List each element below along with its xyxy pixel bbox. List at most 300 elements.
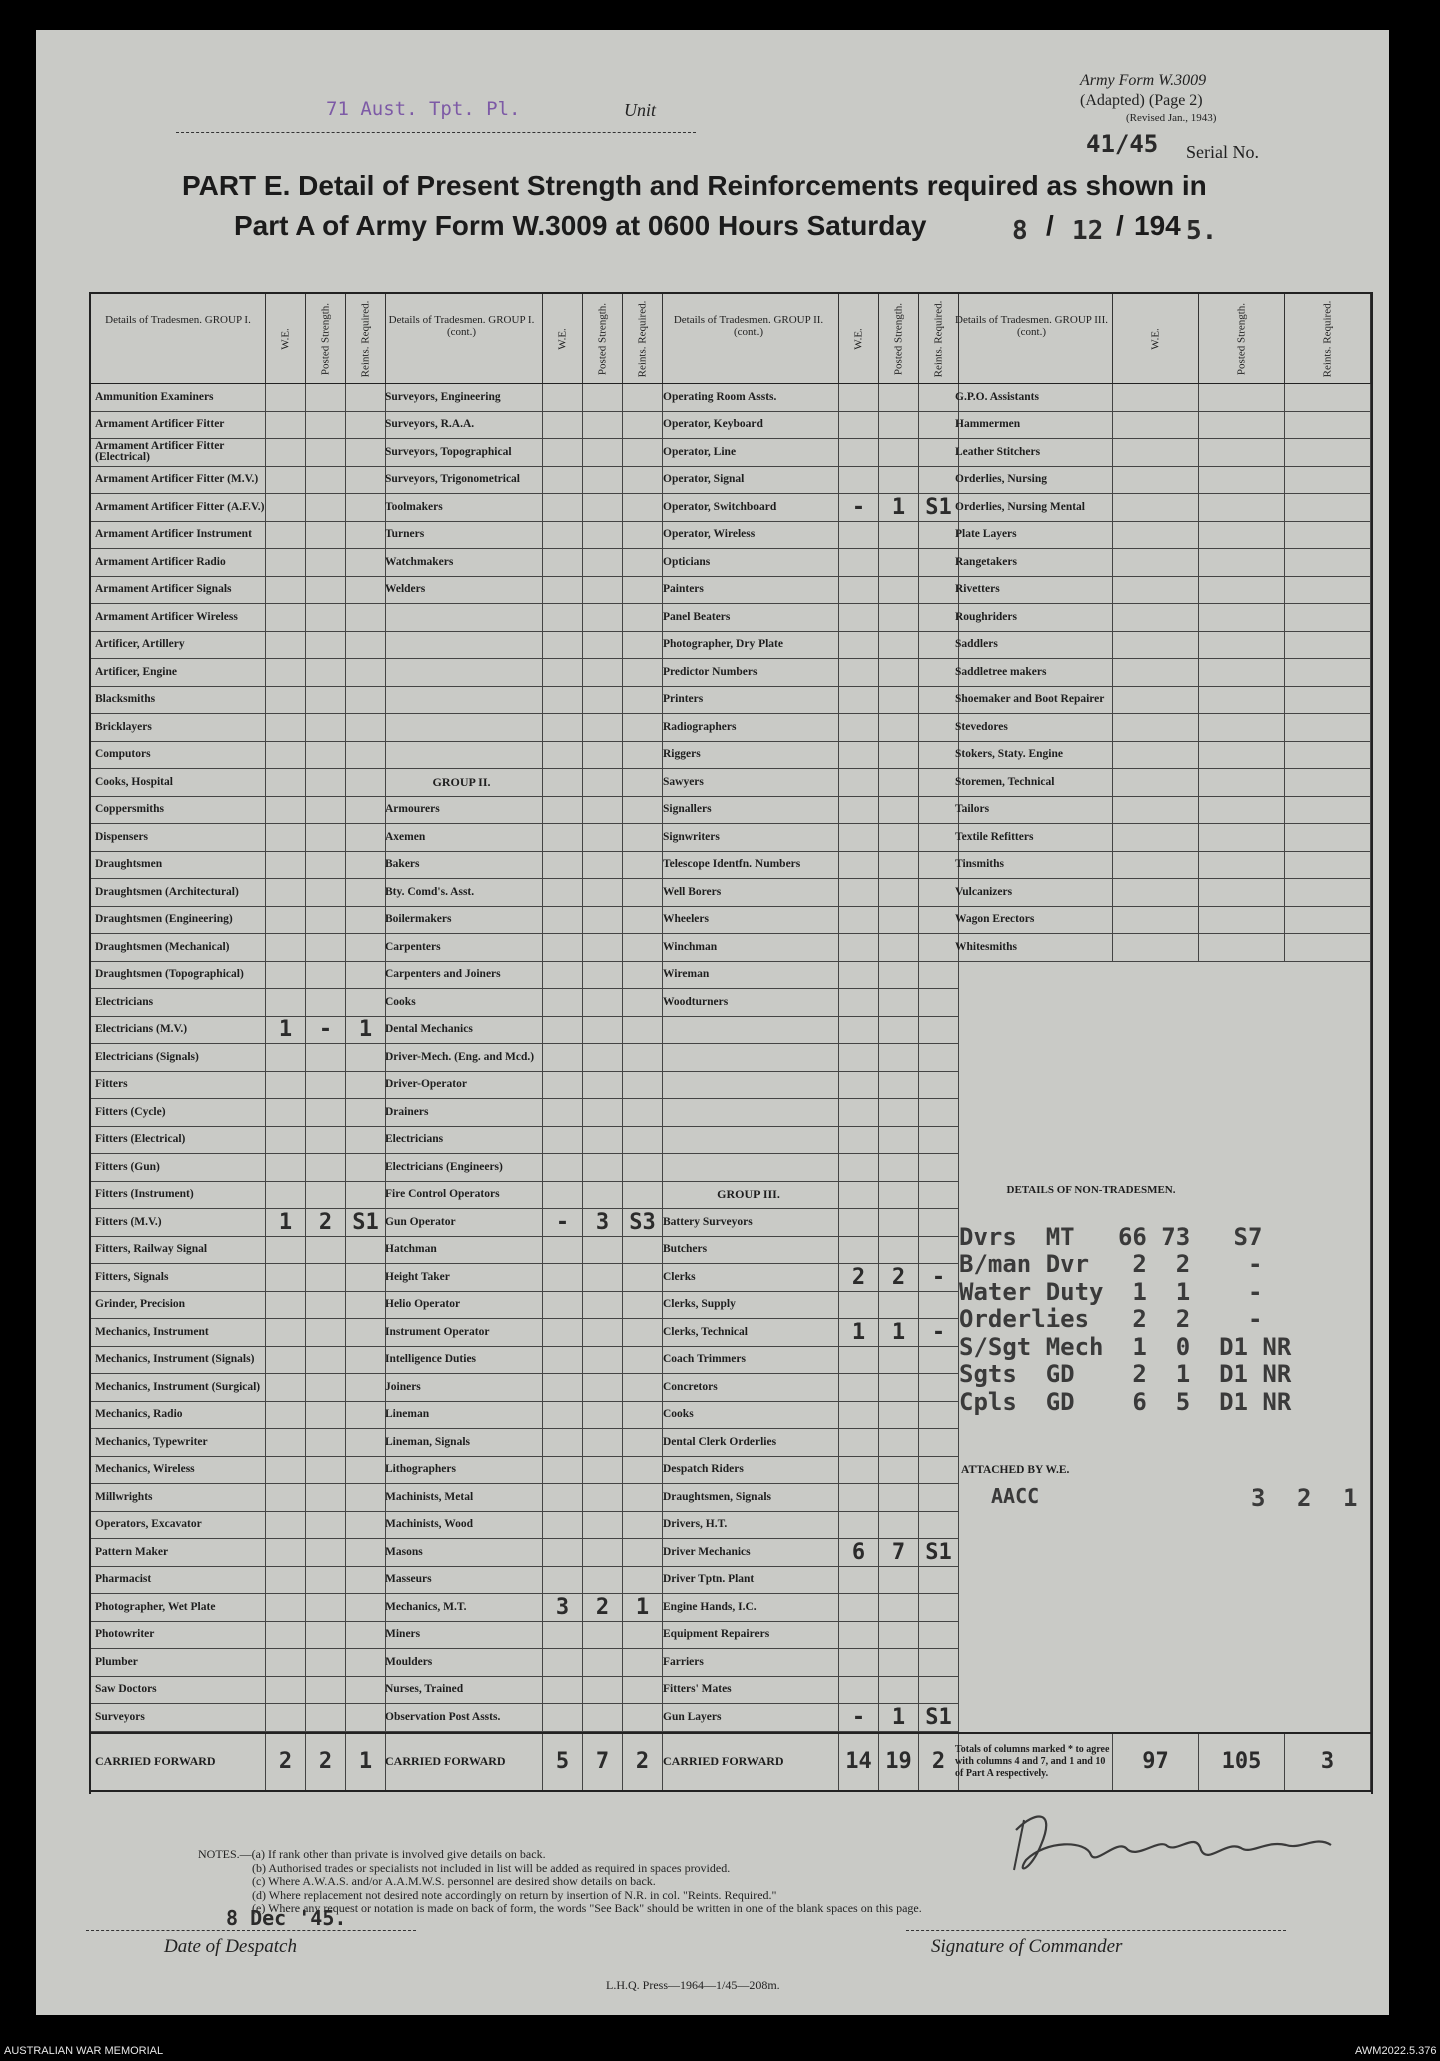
value-we <box>1113 962 1199 990</box>
trade-label: Blacksmiths <box>91 687 266 715</box>
value-posted <box>583 1374 623 1402</box>
trade-label: Leather Stitchers <box>951 439 1113 467</box>
trade-label <box>381 604 543 632</box>
value-we <box>543 1622 583 1650</box>
value-we <box>1113 467 1199 495</box>
value-we <box>543 824 583 852</box>
value-posted: 3 <box>583 1209 623 1237</box>
value-we <box>839 1622 879 1650</box>
value-we <box>1113 604 1199 632</box>
value-reints <box>346 1347 386 1375</box>
value-we <box>1113 1044 1199 1072</box>
note-line-a: NOTES.—(a) If rank other than private is involved give details on back. <box>198 1847 546 1861</box>
carried-reints: 2 <box>919 1734 959 1790</box>
trade-label: Draughtsmen (Topographical) <box>91 962 266 990</box>
col-head-reints-text: Reints. Required. <box>932 300 944 377</box>
value-we <box>543 384 583 412</box>
value-we <box>543 577 583 605</box>
value-we <box>543 1347 583 1375</box>
value-posted <box>583 549 623 577</box>
value-posted <box>879 1154 919 1182</box>
value-posted <box>879 1044 919 1072</box>
trade-label: Dental Clerk Orderlies <box>659 1429 839 1457</box>
value-reints <box>1285 1539 1371 1567</box>
trade-label: Electricians <box>91 989 266 1017</box>
carried-forward-label: Totals of columns marked * to agree with columns 4 and 7, and 1 and 10 of Part A respectively. <box>951 1734 1113 1790</box>
carried-posted: 7 <box>583 1734 623 1790</box>
carried-posted: 19 <box>879 1734 919 1790</box>
value-we <box>839 1484 879 1512</box>
despatch-line <box>86 1930 416 1931</box>
value-we <box>266 1127 306 1155</box>
value-reints <box>623 467 663 495</box>
value-we <box>266 604 306 632</box>
col-head-1-posted <box>306 294 346 384</box>
trade-label: Observation Post Assts. <box>381 1704 543 1732</box>
value-we <box>839 1099 879 1127</box>
table-row <box>91 467 1371 495</box>
value-we <box>266 687 306 715</box>
value-we: 1 <box>266 1209 306 1237</box>
trade-label: Tinsmiths <box>951 852 1113 880</box>
value-posted <box>1199 659 1285 687</box>
value-we: 1 <box>839 1319 879 1347</box>
value-reints <box>346 384 386 412</box>
value-posted <box>306 687 346 715</box>
value-reints <box>623 962 663 990</box>
non-trades-line: Orderlies 2 2 - <box>959 1305 1263 1334</box>
trade-label: Radiographers <box>659 714 839 742</box>
value-posted <box>583 742 623 770</box>
value-we <box>543 1374 583 1402</box>
value-posted <box>1199 1622 1285 1650</box>
value-reints <box>346 852 386 880</box>
value-posted <box>306 1567 346 1595</box>
trade-label: Carpenters <box>381 934 543 962</box>
form-title-line2: Part A of Army Form W.3009 at 0600 Hours Saturday <box>234 210 927 241</box>
value-we <box>543 1099 583 1127</box>
value-we <box>543 604 583 632</box>
value-reints <box>1285 604 1371 632</box>
value-we <box>1113 1649 1199 1677</box>
value-we <box>1113 1099 1199 1127</box>
value-reints <box>1285 467 1371 495</box>
value-reints <box>346 1512 386 1540</box>
value-posted <box>879 1127 919 1155</box>
value-posted <box>583 384 623 412</box>
trade-label: Fitters <box>91 1072 266 1100</box>
value-posted <box>1199 687 1285 715</box>
value-posted <box>879 1567 919 1595</box>
value-reints <box>1285 687 1371 715</box>
value-reints: S1 <box>346 1209 386 1237</box>
value-posted <box>583 962 623 990</box>
trade-label: Painters <box>659 577 839 605</box>
value-we <box>266 549 306 577</box>
value-we <box>266 1182 306 1210</box>
table-row <box>91 549 1371 577</box>
value-we <box>1113 1512 1199 1540</box>
value-we <box>543 1044 583 1072</box>
trade-label <box>659 1072 839 1100</box>
trade-label: Cooks <box>381 989 543 1017</box>
value-we <box>266 879 306 907</box>
trade-label: Electricians (Engineers) <box>381 1154 543 1182</box>
value-reints: - <box>919 1319 959 1347</box>
value-reints <box>346 549 386 577</box>
value-we <box>1113 934 1199 962</box>
value-posted <box>306 659 346 687</box>
form-title-line1: PART E. Detail of Present Strength and Reinforcements required as shown in <box>182 170 1207 201</box>
value-posted <box>1199 522 1285 550</box>
value-we <box>543 714 583 742</box>
value-we <box>543 1704 583 1732</box>
strength-table <box>89 292 1373 1794</box>
value-we <box>1113 522 1199 550</box>
value-posted <box>879 989 919 1017</box>
value-we <box>839 1512 879 1540</box>
col-head-reints-text: Reints. Required. <box>636 300 648 377</box>
value-reints <box>623 522 663 550</box>
value-reints: S1 <box>919 494 959 522</box>
value-reints <box>623 549 663 577</box>
col-head-posted-text: Posted Strength. <box>1235 302 1247 375</box>
col-head-2: Details of Tradesmen. GROUP I. (cont.) <box>381 294 543 384</box>
table-row <box>91 1512 1371 1540</box>
value-reints <box>1285 1319 1371 1347</box>
trade-label: Operator, Switchboard <box>659 494 839 522</box>
value-posted <box>583 1154 623 1182</box>
value-reints <box>346 494 386 522</box>
trade-label: Coach Trimmers <box>659 1347 839 1375</box>
table-row <box>91 494 1371 522</box>
value-reints <box>623 1319 663 1347</box>
value-reints <box>346 577 386 605</box>
value-we <box>543 1649 583 1677</box>
value-reints <box>1285 1237 1371 1265</box>
col-head-4-posted <box>1199 294 1285 384</box>
value-posted <box>306 1072 346 1100</box>
trade-label: Armourers <box>381 797 543 825</box>
trade-label: Fitters (M.V.) <box>91 1209 266 1237</box>
value-reints: 1 <box>623 1594 663 1622</box>
trade-label: Concretors <box>659 1374 839 1402</box>
value-we <box>543 1264 583 1292</box>
value-posted <box>1199 577 1285 605</box>
value-we <box>839 439 879 467</box>
value-we <box>839 1567 879 1595</box>
value-posted <box>306 852 346 880</box>
table-row <box>91 522 1371 550</box>
value-we <box>1113 769 1199 797</box>
value-reints <box>623 1182 663 1210</box>
table-row <box>91 1072 1371 1100</box>
signature-line <box>906 1930 1286 1931</box>
value-we <box>1113 742 1199 770</box>
value-we <box>266 934 306 962</box>
trade-label: Equipment Repairers <box>659 1622 839 1650</box>
table-row <box>91 714 1371 742</box>
trade-label: GROUP II. <box>381 769 543 797</box>
value-posted <box>879 1292 919 1320</box>
value-posted <box>306 577 346 605</box>
value-reints <box>623 1237 663 1265</box>
value-reints <box>346 962 386 990</box>
value-reints <box>1285 494 1371 522</box>
note-line-c: (c) Where A.W.A.S. and/or A.A.M.W.S. personnel are desired show details on back. <box>252 1874 656 1888</box>
value-we <box>1113 577 1199 605</box>
value-posted <box>583 1649 623 1677</box>
value-posted <box>1199 384 1285 412</box>
value-posted <box>879 577 919 605</box>
value-posted <box>879 824 919 852</box>
value-posted <box>306 742 346 770</box>
value-we <box>543 742 583 770</box>
value-reints <box>1285 797 1371 825</box>
value-posted <box>583 1429 623 1457</box>
value-posted <box>1199 1484 1285 1512</box>
value-we <box>543 962 583 990</box>
trade-label: Rangetakers <box>951 549 1113 577</box>
value-posted <box>583 934 623 962</box>
value-we <box>1113 879 1199 907</box>
carried-reints: 1 <box>346 1734 386 1790</box>
value-we <box>266 1402 306 1430</box>
value-we <box>543 1154 583 1182</box>
value-we <box>266 797 306 825</box>
table-row <box>91 687 1371 715</box>
value-we <box>543 1182 583 1210</box>
value-reints <box>1285 659 1371 687</box>
trade-label <box>951 962 1113 990</box>
attached-we: 3 <box>1251 1484 1266 1512</box>
carried-reints: 3 <box>1285 1734 1371 1790</box>
trade-label: G.P.O. Assistants <box>951 384 1113 412</box>
value-posted <box>879 1649 919 1677</box>
non-trades-line: B/man Dvr 2 2 - <box>959 1250 1263 1279</box>
trade-label: Electricians (M.V.) <box>91 1017 266 1045</box>
value-reints <box>346 1319 386 1347</box>
value-reints: - <box>919 1264 959 1292</box>
value-reints <box>1285 412 1371 440</box>
non-trades-line: S/Sgt Mech 1 0 D1 NR <box>959 1332 1292 1361</box>
trade-label: Orderlies, Nursing <box>951 467 1113 495</box>
trade-label <box>951 1099 1113 1127</box>
value-posted <box>1199 604 1285 632</box>
col-head-3: Details of Tradesmen. GROUP II. (cont.) <box>659 294 839 384</box>
value-posted <box>1199 907 1285 935</box>
value-reints <box>1285 1704 1371 1732</box>
value-posted <box>583 1484 623 1512</box>
unit-label: Unit <box>624 100 657 120</box>
value-posted <box>879 1429 919 1457</box>
value-posted <box>879 797 919 825</box>
table-row <box>91 1567 1371 1595</box>
trade-label <box>381 687 543 715</box>
value-posted <box>879 879 919 907</box>
value-posted <box>306 604 346 632</box>
trade-label <box>659 1154 839 1182</box>
trade-label: Axemen <box>381 824 543 852</box>
value-posted <box>1199 769 1285 797</box>
serial-value: 41/45 <box>1086 130 1159 158</box>
trade-label: Fitters (Gun) <box>91 1154 266 1182</box>
value-reints: S1 <box>919 1539 959 1567</box>
value-reints <box>1285 1649 1371 1677</box>
value-reints <box>1285 742 1371 770</box>
trade-label <box>381 742 543 770</box>
value-posted <box>1199 1594 1285 1622</box>
trade-label: Surveyors, Engineering <box>381 384 543 412</box>
attached-name: AACC <box>991 1484 1040 1508</box>
col-head-3-we <box>839 294 879 384</box>
value-posted <box>879 1182 919 1210</box>
value-we <box>266 1237 306 1265</box>
value-posted <box>306 1264 346 1292</box>
value-reints <box>346 1099 386 1127</box>
value-we <box>266 1347 306 1375</box>
value-posted <box>583 1347 623 1375</box>
value-reints <box>623 1649 663 1677</box>
value-posted <box>583 1044 623 1072</box>
trade-label: Clerks <box>659 1264 839 1292</box>
value-posted <box>1199 412 1285 440</box>
value-reints <box>623 1072 663 1100</box>
value-reints <box>346 1457 386 1485</box>
value-posted <box>583 1677 623 1705</box>
trade-label: Surveyors <box>91 1704 266 1732</box>
value-we <box>839 824 879 852</box>
value-reints <box>346 1704 386 1732</box>
trade-label: Well Borers <box>659 879 839 907</box>
value-posted <box>879 412 919 440</box>
trade-label: Instrument Operator <box>381 1319 543 1347</box>
trade-label: Hammermen <box>951 412 1113 440</box>
trade-label: Wheelers <box>659 907 839 935</box>
value-posted <box>583 687 623 715</box>
value-reints <box>623 494 663 522</box>
value-posted <box>583 797 623 825</box>
value-posted <box>583 659 623 687</box>
trade-label: Dispensers <box>91 824 266 852</box>
value-posted <box>879 549 919 577</box>
value-reints <box>623 439 663 467</box>
value-reints <box>1285 1402 1371 1430</box>
trade-label: Cooks, Hospital <box>91 769 266 797</box>
carried-posted: 2 <box>306 1734 346 1790</box>
trade-label: Lineman <box>381 1402 543 1430</box>
trade-label: Opticians <box>659 549 839 577</box>
value-reints <box>623 1402 663 1430</box>
col-head-1: Details of Tradesmen. GROUP I. <box>91 294 266 384</box>
trade-label <box>381 714 543 742</box>
table-row <box>91 824 1371 852</box>
value-reints <box>623 659 663 687</box>
value-posted <box>306 797 346 825</box>
trade-label: Stokers, Staty. Engine <box>951 742 1113 770</box>
col-head-we-text: W.E. <box>852 327 864 350</box>
trade-label: Fire Control Operators <box>381 1182 543 1210</box>
carried-reints: 2 <box>623 1734 663 1790</box>
value-posted <box>306 1154 346 1182</box>
value-reints <box>623 742 663 770</box>
trade-label: Moulders <box>381 1649 543 1677</box>
trade-label: Battery Surveyors <box>659 1209 839 1237</box>
col-head-4: Details of Tradesmen. GROUP III. (cont.) <box>951 294 1113 384</box>
value-we <box>543 769 583 797</box>
value-posted <box>1199 1072 1285 1100</box>
value-we <box>266 1457 306 1485</box>
value-reints <box>623 1622 663 1650</box>
value-reints <box>623 1704 663 1732</box>
trade-label <box>659 1099 839 1127</box>
value-posted <box>306 1429 346 1457</box>
value-reints <box>623 687 663 715</box>
trade-label: Bty. Comd's. Asst. <box>381 879 543 907</box>
value-we <box>543 1567 583 1595</box>
trade-label: Operators, Excavator <box>91 1512 266 1540</box>
value-we <box>266 907 306 935</box>
value-we <box>839 907 879 935</box>
value-posted <box>879 769 919 797</box>
trade-label: Toolmakers <box>381 494 543 522</box>
value-posted <box>306 522 346 550</box>
carried-we: 5 <box>543 1734 583 1790</box>
value-posted <box>1199 714 1285 742</box>
trade-label <box>951 1154 1113 1182</box>
value-we <box>1113 412 1199 440</box>
value-we <box>266 1677 306 1705</box>
form-paper <box>36 30 1389 2015</box>
trade-label: Rivetters <box>951 577 1113 605</box>
trade-label: Masons <box>381 1539 543 1567</box>
trade-label: Photographer, Dry Plate <box>659 632 839 660</box>
carried-forward-label: CARRIED FORWARD <box>659 1734 839 1790</box>
value-we <box>543 852 583 880</box>
table-row <box>91 1622 1371 1650</box>
value-reints <box>346 797 386 825</box>
value-reints <box>346 1374 386 1402</box>
value-posted <box>306 632 346 660</box>
value-reints <box>623 1154 663 1182</box>
trade-label: Armament Artificer Fitter (Electrical) <box>91 439 266 467</box>
value-posted <box>306 907 346 935</box>
value-we <box>266 439 306 467</box>
trade-label: Telescope Identfn. Numbers <box>659 852 839 880</box>
value-we <box>543 907 583 935</box>
trade-label: Vulcanizers <box>951 879 1113 907</box>
non-trades-line: Dvrs MT 66 73 S7 <box>959 1222 1263 1251</box>
trade-label <box>951 1539 1113 1567</box>
value-reints <box>623 1677 663 1705</box>
value-posted <box>1199 824 1285 852</box>
value-we <box>266 1484 306 1512</box>
trade-label <box>951 1649 1113 1677</box>
value-reints <box>623 1374 663 1402</box>
trade-label: Stevedores <box>951 714 1113 742</box>
trade-label: Computors <box>91 742 266 770</box>
trade-label: Saddlers <box>951 632 1113 660</box>
trade-label <box>659 1017 839 1045</box>
table-row <box>91 659 1371 687</box>
table-row <box>91 879 1371 907</box>
value-we <box>543 439 583 467</box>
value-posted <box>306 1099 346 1127</box>
col-head-1-reints <box>346 294 386 384</box>
trade-label: Riggers <box>659 742 839 770</box>
value-we <box>266 824 306 852</box>
value-posted <box>306 1402 346 1430</box>
